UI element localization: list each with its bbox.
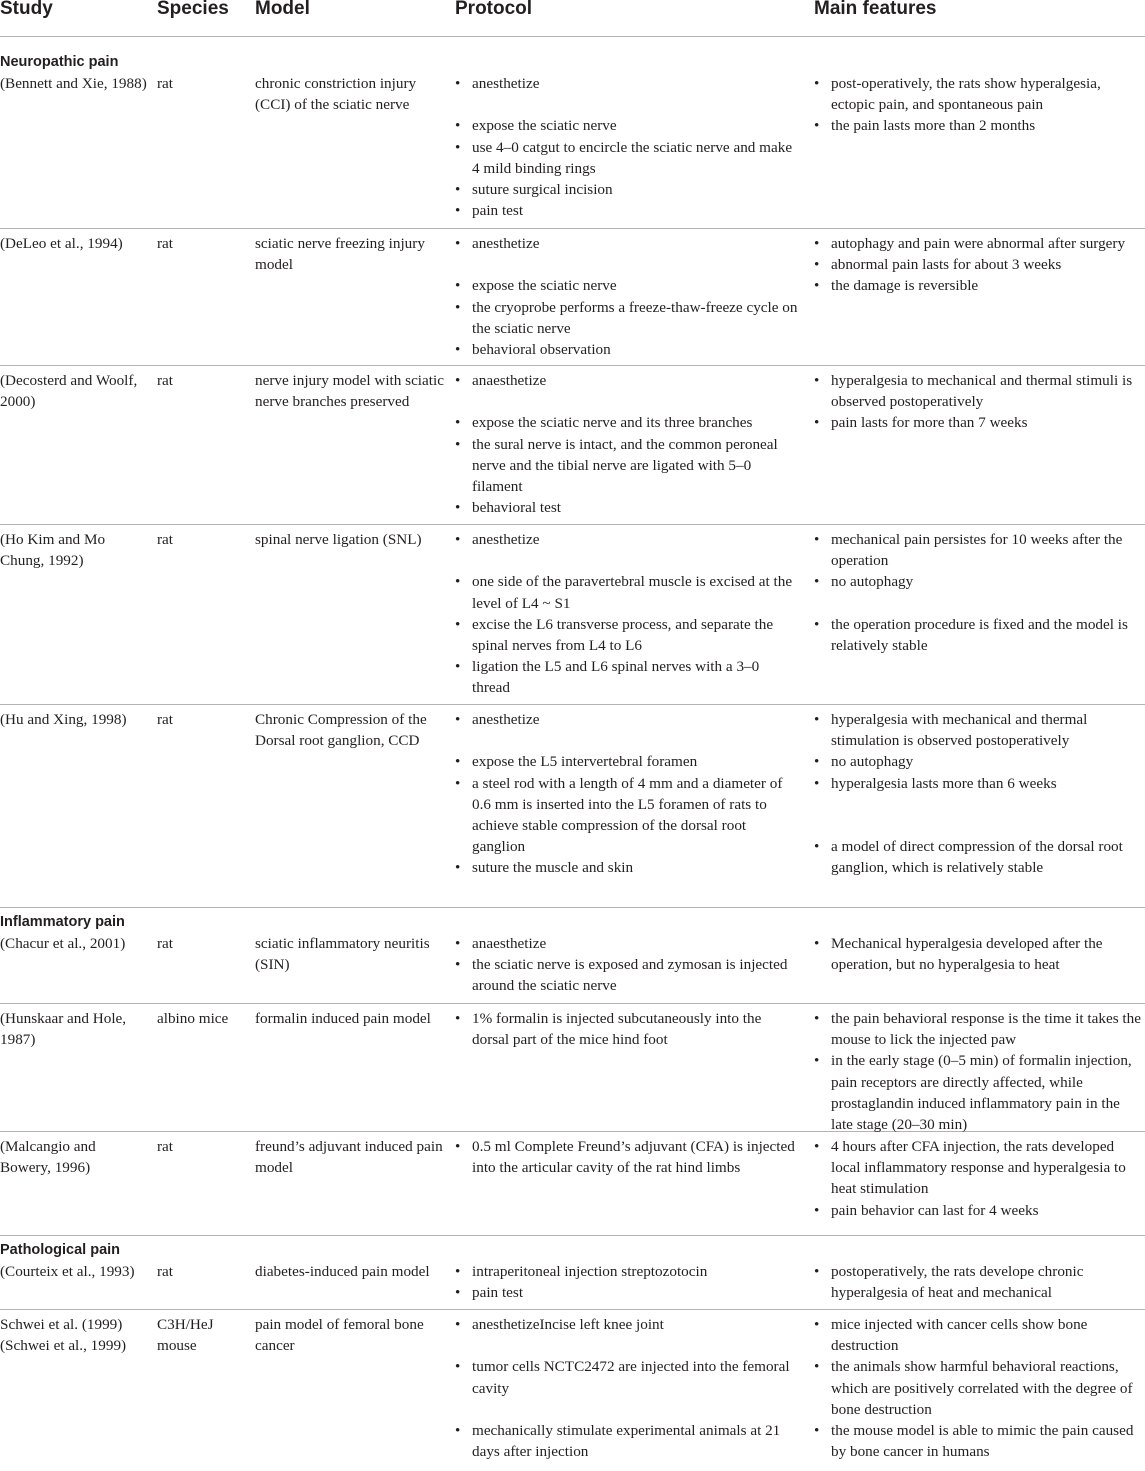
study-citation: Schwei et al. (1999)	[0, 1316, 123, 1333]
species-cell: rat	[157, 935, 174, 952]
features-list	[814, 1261, 1145, 1303]
list-item: • expose the L5 intervertebral foramen	[455, 751, 800, 772]
study-cell: (Decosterd and Woolf, 2000)	[0, 372, 138, 411]
species-cell: rat	[157, 235, 174, 252]
header-protocol: Protocol	[455, 0, 533, 19]
study-citation: (Bennett and Xie, 1988)	[0, 75, 147, 93]
list-item: • postoperatively, the rats develope chronic hyperalgesia of heat and mechanical	[814, 1261, 1145, 1303]
list-item: • the sciatic nerve is exposed and zymosan is injected around the sciatic nerve	[455, 954, 800, 996]
model-cell: Chronic Compression of the Dorsal root ganglion, CCD	[255, 711, 427, 750]
study-citation: (Courteix et al., 1993)	[0, 1263, 135, 1281]
protocol-list	[455, 73, 800, 221]
study-cell	[0, 912, 150, 954]
study-cell: (Malcangio and Bowery, 1996)	[0, 1138, 96, 1177]
features-list	[814, 933, 1145, 975]
list-item: • mechanically stimulate experimental animals at 21 days after injection	[455, 1420, 800, 1462]
header-model: Model	[255, 0, 310, 19]
list-item: • autophagy and pain were abnormal after surgery	[814, 233, 1145, 254]
species-cell: rat	[157, 1138, 174, 1155]
list-item: • the damage is reversible	[814, 275, 1145, 296]
table-row	[0, 1003, 1145, 1132]
list-item: • tumor cells NCTC2472 are injected into the femoral cavity	[455, 1356, 800, 1398]
list-item: • a model of direct compression of the dorsal root ganglion, which is relatively stable	[814, 836, 1145, 878]
table-row	[0, 365, 1145, 525]
list-item: • 0.5 ml Complete Freund’s adjuvant (CFA) is injected into the articular cavity of the rat hind limbs	[455, 1136, 800, 1178]
list-item: • anesthetize	[455, 529, 800, 550]
header-study: Study	[0, 0, 53, 19]
list-item: • 4 hours after CFA injection, the rats developed local inflammatory response and hyperalgesia to heat stimulation	[814, 1136, 1145, 1200]
list-item: • the animals show harmful behavioral reactions, which are positively correlated with the degree of bone destruction	[814, 1356, 1145, 1420]
list-item: • the operation procedure is fixed and the model is relatively stable	[814, 614, 1145, 656]
species-cell: C3H/HeJ mouse	[157, 1316, 214, 1355]
list-item: • anaesthetize	[455, 933, 800, 954]
list-item: • pain test	[455, 1282, 800, 1303]
table-row	[0, 1309, 1145, 1471]
list-item: • behavioral test	[455, 497, 800, 518]
list-item: • expose the sciatic nerve and its three branches	[455, 412, 800, 433]
features-list	[814, 1136, 1145, 1221]
table-row	[0, 907, 1145, 1004]
table-row	[0, 1235, 1145, 1310]
protocol-list	[455, 1261, 800, 1303]
species-cell: rat	[157, 531, 174, 548]
list-item: • post-operatively, the rats show hyperalgesia, ectopic pain, and spontaneous pain	[814, 73, 1145, 115]
species-cell: rat	[157, 372, 174, 389]
study-cell: (DeLeo et al., 1994)	[0, 235, 123, 252]
features-list	[814, 73, 1145, 137]
list-item: • hyperalgesia to mechanical and thermal stimuli is observed postoperatively	[814, 370, 1145, 412]
species-cell: rat	[157, 1263, 174, 1280]
list-item: • a steel rod with a length of 4 mm and a diameter of 0.6 mm is inserted into the L5 foramen of rats to achieve stable compression of the dorsal root ganglion	[455, 773, 800, 858]
list-item: • expose the sciatic nerve	[455, 115, 800, 136]
study-cell	[0, 52, 150, 94]
list-item: • 1% formalin is injected subcutaneously into the dorsal part of the mice hind foot	[455, 1008, 800, 1050]
species-cell: albino mice	[157, 1010, 229, 1027]
study-cell	[0, 1240, 150, 1282]
species-cell: rat	[157, 711, 174, 728]
study-cell: (Hu and Xing, 1998)	[0, 711, 127, 728]
list-item: • suture surgical incision	[455, 179, 800, 200]
study-citation: (Chacur et al., 2001)	[0, 935, 126, 953]
header-species: Species	[157, 0, 229, 19]
model-cell: freund’s adjuvant induced pain model	[255, 1138, 443, 1177]
list-item: • anesthetize	[455, 233, 800, 254]
list-item: • behavioral observation	[455, 339, 800, 360]
study-cell: (Hunskaar and Hole, 1987)	[0, 1010, 127, 1049]
list-item: • pain test	[455, 200, 800, 221]
list-item: • use 4–0 catgut to encircle the sciatic nerve and make 4 mild binding rings	[455, 137, 800, 179]
list-item: • no autophagy	[814, 751, 1145, 772]
table-row	[0, 228, 1145, 366]
model-cell: nerve injury model with sciatic nerve branches preserved	[255, 372, 444, 411]
list-item: • no autophagy	[814, 571, 1145, 592]
study-cell: (Ho Kim and Mo Chung, 1992)	[0, 531, 106, 570]
features-list	[814, 709, 1145, 879]
list-item: • the sural nerve is intact, and the common peroneal nerve and the tibial nerve are ligated with 5–0 filament	[455, 434, 800, 498]
model-cell: diabetes-induced pain model	[255, 1263, 430, 1280]
features-list	[814, 370, 1145, 434]
section-heading-pathological: Pathological pain	[0, 1242, 121, 1258]
list-item: • expose the sciatic nerve	[455, 275, 800, 296]
list-item: • anesthetize	[455, 709, 800, 730]
list-item: • the pain lasts more than 2 months	[814, 115, 1145, 136]
table-row	[0, 1131, 1145, 1236]
model-cell: sciatic nerve freezing injury model	[255, 235, 425, 274]
table-header	[0, 0, 1145, 37]
model-cell: chronic constriction injury (CCI) of the sciatic nerve	[255, 75, 417, 114]
list-item: • abnormal pain lasts for about 3 weeks	[814, 254, 1145, 275]
list-item: • ligation the L5 and L6 spinal nerves with a 3–0 thread	[455, 656, 800, 698]
model-cell: spinal nerve ligation (SNL)	[255, 531, 422, 548]
list-item: • anesthetizeIncise left knee joint	[455, 1314, 800, 1335]
study-cell	[0, 1314, 150, 1356]
study-citation: (Schwei et al., 1999)	[0, 1337, 127, 1355]
protocol-list	[455, 1008, 800, 1050]
list-item: • in the early stage (0–5 min) of formalin injection, pain receptors are directly affected, while prostaglandin induced inflammatory pain in the late stage (20–30 min)	[814, 1050, 1145, 1135]
list-item: • the mouse model is able to mimic the pain caused by bone cancer in humans	[814, 1420, 1145, 1462]
species-cell: rat	[157, 75, 174, 92]
table-row	[0, 704, 1145, 908]
section-heading-inflammatory: Inflammatory pain	[0, 914, 125, 930]
list-item: • Mechanical hyperalgesia developed after the operation, but no hyperalgesia to heat	[814, 933, 1145, 975]
protocol-list	[455, 370, 800, 518]
section-heading-neuropathic: Neuropathic pain	[0, 54, 119, 70]
features-list	[814, 233, 1145, 297]
protocol-list	[455, 1136, 800, 1178]
model-cell: pain model of femoral bone cancer	[255, 1316, 424, 1355]
features-list	[814, 1008, 1145, 1135]
list-item: • anaesthetize	[455, 370, 800, 391]
list-item: • pain lasts for more than 7 weeks	[814, 412, 1145, 433]
list-item: • intraperitoneal injection streptozotocin	[455, 1261, 800, 1282]
features-list	[814, 529, 1145, 656]
list-item: • pain behavior can last for 4 weeks	[814, 1200, 1145, 1221]
list-item: • anesthetize	[455, 73, 800, 94]
list-item: • suture the muscle and skin	[455, 857, 800, 878]
list-item: • the pain behavioral response is the time it takes the mouse to lick the injected paw	[814, 1008, 1145, 1050]
model-cell: sciatic inflammatory neuritis (SIN)	[255, 935, 430, 974]
list-item: • hyperalgesia lasts more than 6 weeks	[814, 773, 1145, 794]
table-row	[0, 524, 1145, 705]
features-list	[814, 1314, 1145, 1462]
header-main-features: Main features	[814, 0, 937, 19]
protocol-list	[455, 933, 800, 997]
model-cell: formalin induced pain model	[255, 1010, 431, 1027]
protocol-list	[455, 1314, 800, 1462]
list-item: • one side of the paravertebral muscle is excised at the level of L4 ~ S1	[455, 571, 800, 613]
table-row	[0, 47, 1145, 229]
list-item: • excise the L6 transverse process, and separate the spinal nerves from L4 to L6	[455, 614, 800, 656]
protocol-list	[455, 233, 800, 360]
list-item: • hyperalgesia with mechanical and thermal stimulation is observed postoperatively	[814, 709, 1145, 751]
list-item: • mechanical pain persistes for 10 weeks after the operation	[814, 529, 1145, 571]
protocol-list	[455, 529, 800, 699]
list-item: • mice injected with cancer cells show bone destruction	[814, 1314, 1145, 1356]
protocol-list	[455, 709, 800, 879]
list-item: • the cryoprobe performs a freeze-thaw-freeze cycle on the sciatic nerve	[455, 297, 800, 339]
